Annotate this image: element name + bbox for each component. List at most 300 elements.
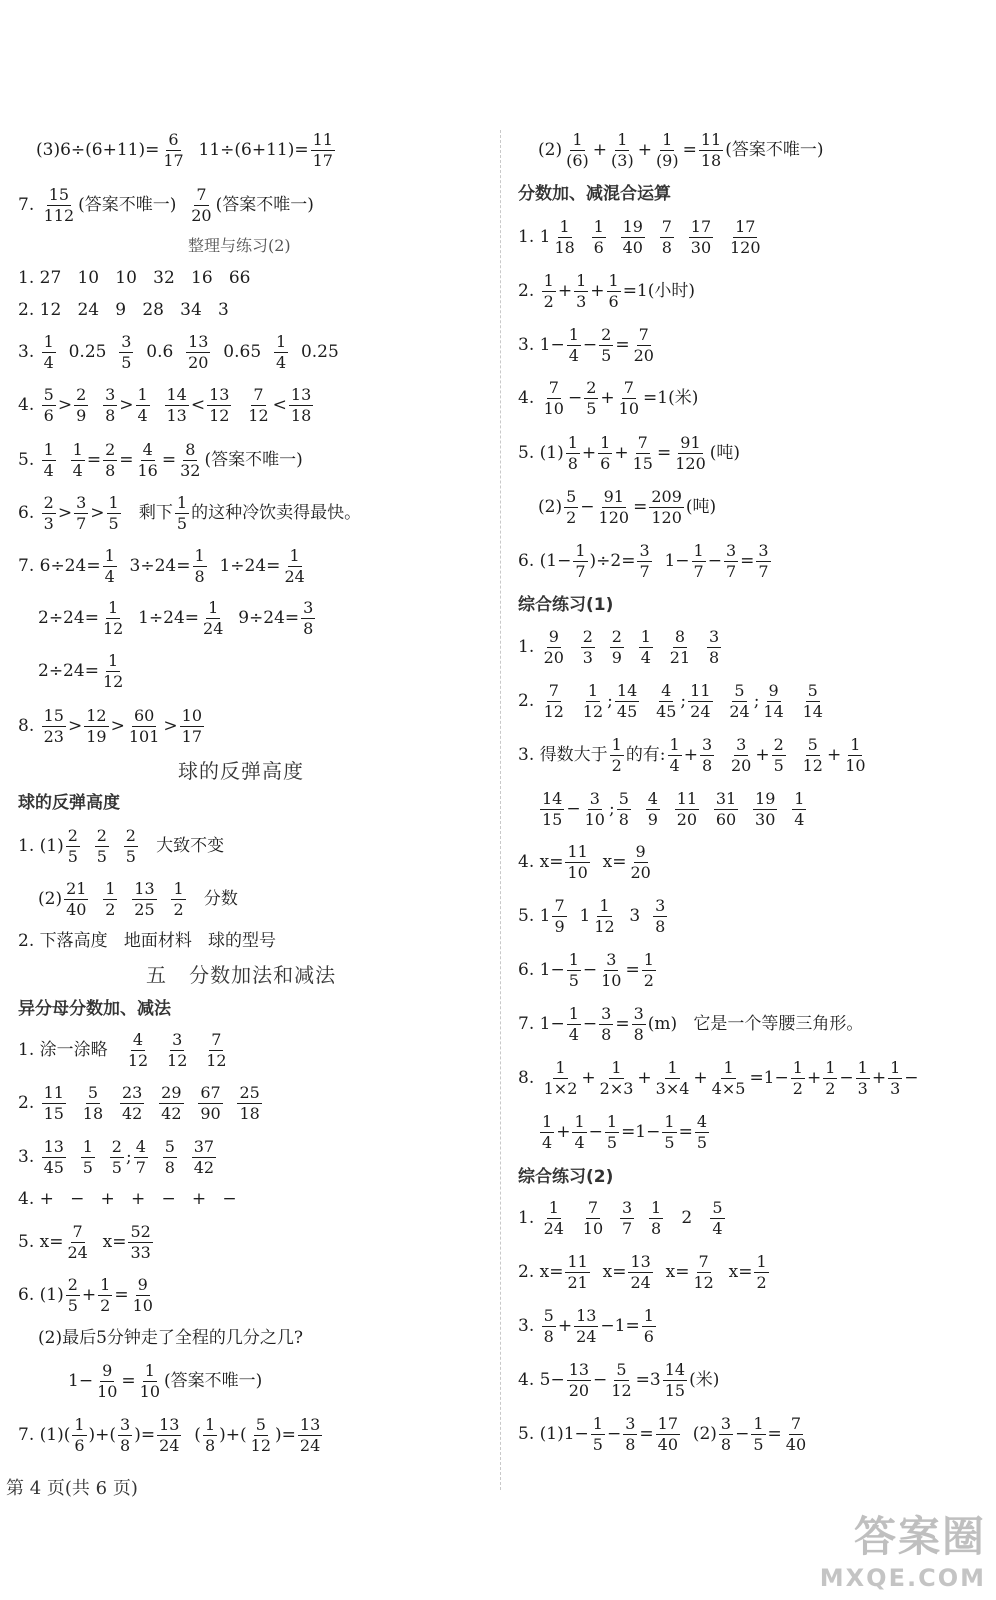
fraction — [540, 1111, 554, 1152]
fraction-denominator: 12 — [611, 1380, 632, 1400]
fraction-numerator: 1 — [568, 949, 579, 969]
fraction-numerator: 11 — [700, 129, 722, 149]
answer-text — [150, 1149, 161, 1166]
fraction — [888, 1057, 902, 1098]
fraction — [642, 1305, 656, 1346]
answer-line — [18, 825, 225, 866]
fraction — [65, 1221, 89, 1262]
fraction-numerator: 1 — [643, 1305, 654, 1325]
answer-text: = — [615, 334, 630, 355]
answer-text: − — [707, 550, 722, 571]
fraction-denominator: 13 — [166, 405, 187, 425]
fraction-denominator: 6 — [593, 237, 604, 257]
fraction-numerator: 4 — [142, 439, 153, 459]
fraction-numerator: 7 — [637, 432, 648, 452]
fraction-numerator: 1 — [194, 545, 205, 565]
fraction — [668, 626, 692, 667]
fraction-numerator: 5 — [87, 1082, 99, 1102]
fraction-numerator: 14 — [616, 680, 638, 700]
answer-line — [18, 299, 229, 320]
answer-line — [18, 331, 339, 372]
fraction-denominator: 5 — [125, 846, 136, 866]
fraction-denominator: 8 — [625, 1434, 636, 1454]
fraction-denominator: 40 — [785, 1434, 807, 1454]
fraction-denominator: 24 — [576, 1326, 597, 1346]
answer-text — [225, 1095, 236, 1112]
fraction — [631, 432, 655, 473]
fraction-denominator: 10 — [97, 1381, 118, 1401]
fraction — [843, 734, 867, 775]
fraction — [136, 439, 160, 480]
fraction-denominator: 90 — [200, 1103, 221, 1123]
answer-text: = — [740, 550, 755, 571]
fraction — [729, 734, 753, 775]
fraction-denominator: 5 — [592, 1434, 603, 1454]
fraction-numerator: 25 — [239, 1082, 260, 1102]
answer-text: = — [121, 1370, 136, 1391]
fraction — [572, 1111, 586, 1152]
fraction — [695, 1111, 709, 1152]
answer-line — [518, 626, 723, 667]
fraction — [201, 597, 225, 638]
fraction-denominator: 8 — [567, 453, 578, 473]
fraction-numerator: 12 — [86, 705, 107, 725]
fraction — [42, 184, 77, 225]
fraction — [119, 331, 133, 372]
fraction-numerator: 13 — [134, 878, 155, 898]
answer-text: + — [806, 1067, 822, 1088]
fraction — [542, 1305, 556, 1346]
answer-text — [68, 1095, 79, 1112]
fraction — [792, 788, 806, 829]
fraction — [756, 540, 770, 581]
fraction-numerator: 11 — [43, 1082, 64, 1102]
fraction — [688, 680, 712, 721]
answer-text — [90, 397, 101, 414]
fraction-numerator: 1 — [723, 1057, 734, 1077]
answer-text: )+( — [88, 1424, 117, 1445]
fraction — [42, 384, 56, 425]
fraction-denominator: 5 — [696, 1132, 707, 1152]
fraction-numerator: 9 — [768, 680, 779, 700]
fraction — [620, 1197, 634, 1238]
fraction — [663, 1359, 687, 1400]
answer-line — [18, 1136, 218, 1177]
fraction — [567, 324, 581, 365]
answer-text: 6. (1) — [18, 1284, 64, 1305]
answer-line — [18, 384, 315, 425]
fraction-numerator: 7 — [548, 680, 559, 700]
fraction-numerator: 3 — [303, 597, 314, 617]
answer-text: 3. — [18, 341, 40, 362]
fraction-denominator: 2 — [105, 899, 116, 919]
fraction — [110, 1136, 124, 1177]
fraction — [127, 705, 162, 746]
fraction-numerator: 4 — [132, 1029, 144, 1049]
fraction-denominator: 20 — [630, 862, 651, 882]
fraction — [598, 1057, 636, 1098]
fraction-numerator: 1 — [176, 492, 188, 512]
fraction — [751, 1413, 765, 1454]
fraction-denominator: 4 — [574, 1132, 585, 1152]
fraction-numerator: 3 — [601, 1003, 612, 1023]
fraction-denominator: 5 — [121, 352, 132, 372]
fraction-numerator: 13 — [568, 1359, 590, 1379]
fraction — [101, 650, 125, 691]
fraction — [311, 129, 335, 170]
answer-text — [788, 747, 799, 764]
fraction-denominator: 8 — [618, 809, 629, 829]
fraction-denominator: 5 — [586, 398, 597, 418]
answer-line — [518, 540, 773, 581]
fraction-numerator: 2 — [773, 734, 784, 754]
fraction-numerator: 1 — [669, 734, 680, 754]
fraction-denominator: 5 — [568, 970, 579, 990]
fraction-denominator: 5 — [753, 1434, 764, 1454]
fraction — [95, 1360, 119, 1401]
answer-text — [152, 1042, 163, 1059]
fraction-denominator: 5 — [664, 1132, 675, 1152]
answer-text: 3. — [18, 1146, 40, 1167]
fraction-denominator: 9 — [554, 916, 565, 936]
fraction-numerator: 13 — [43, 1136, 64, 1156]
answer-text — [740, 801, 751, 818]
fraction-denominator: 24 — [284, 566, 305, 586]
fraction — [609, 129, 636, 170]
answer-text — [68, 1149, 79, 1166]
fraction — [42, 705, 66, 746]
fraction-numerator: 1 — [693, 540, 704, 560]
fraction-denominator: 7 — [76, 513, 87, 533]
fraction — [298, 1414, 322, 1455]
fraction — [565, 841, 589, 882]
answer-text — [568, 1210, 579, 1227]
fraction-numerator: 2 — [67, 1274, 78, 1294]
fraction — [42, 1082, 66, 1123]
answer-text: − — [839, 1067, 854, 1088]
fraction-numerator: 5 — [616, 1359, 627, 1379]
fraction-denominator: 20 — [633, 345, 654, 365]
answer-text: = — [682, 139, 697, 160]
answer-text: 5. — [18, 449, 40, 470]
fraction-denominator: 5 — [67, 846, 78, 866]
fraction-numerator: 2 — [111, 1136, 122, 1156]
fraction-denominator: 20 — [188, 352, 209, 372]
fraction-denominator: 45 — [616, 701, 638, 721]
answer-text: 的这种冷饮卖得最快。 — [191, 502, 362, 523]
answer-line — [518, 1305, 658, 1346]
answer-line — [18, 1188, 237, 1209]
fraction — [101, 597, 125, 638]
fraction-numerator: 1 — [576, 270, 587, 290]
fraction-denominator: 15 — [664, 1380, 686, 1400]
fraction — [632, 1003, 646, 1044]
answer-text: − — [582, 334, 598, 355]
fraction-denominator: 12 — [167, 1050, 188, 1070]
answer-text: 3. 1− — [518, 334, 565, 355]
fraction — [98, 1274, 112, 1315]
fraction-numerator: 2 — [67, 825, 78, 845]
answer-line — [518, 1413, 810, 1454]
answer-text — [179, 1149, 190, 1166]
answer-text: 分数 — [187, 888, 238, 909]
fraction-numerator: 4 — [696, 1111, 707, 1131]
answer-text — [97, 1149, 108, 1166]
fraction-numerator: 1 — [108, 492, 119, 512]
answer-text — [716, 747, 727, 764]
answer-text — [597, 639, 608, 656]
answer-text: > — [67, 715, 83, 736]
fraction — [761, 680, 785, 721]
fraction — [610, 734, 624, 775]
fraction-numerator: 7 — [548, 377, 559, 397]
fraction — [584, 377, 598, 418]
fraction-numerator: 2 — [96, 825, 107, 845]
answer-line — [518, 432, 741, 473]
answer-text: 大致不变 — [139, 835, 225, 856]
answer-text: + — [81, 1284, 97, 1305]
fraction-denominator: 5 — [96, 846, 107, 866]
answer-text: 7. — [18, 194, 40, 215]
answer-text: 4. — [18, 394, 40, 415]
fraction — [599, 949, 623, 990]
watermark-logo: 答案圈 — [853, 1512, 986, 1561]
fraction-numerator: 2 — [601, 324, 612, 344]
answer-text: + — [592, 139, 608, 160]
fraction-denominator: 6 — [600, 453, 611, 473]
fraction-denominator: 9 — [611, 647, 622, 667]
fraction-denominator: 10 — [139, 1381, 161, 1401]
fraction — [646, 788, 660, 829]
answer-text: 7. 1− — [518, 1013, 565, 1034]
fraction — [597, 486, 632, 527]
fraction-denominator: 8 — [194, 566, 205, 586]
answer-text: (答案不唯一) — [164, 1370, 263, 1391]
fraction-numerator: 1 — [555, 1057, 566, 1077]
fraction — [203, 1414, 217, 1455]
fraction — [728, 216, 763, 257]
fraction-denominator: 4 — [568, 345, 579, 365]
fraction — [552, 216, 576, 257]
fraction-numerator: 13 — [159, 1414, 180, 1434]
fraction-denominator: 6 — [74, 1435, 85, 1455]
answer-text: 4. — [518, 387, 540, 408]
answer-text: 0.6 — [135, 341, 185, 362]
fraction — [171, 878, 185, 919]
fraction — [84, 705, 108, 746]
answer-text: − — [593, 1369, 608, 1390]
fraction-numerator: 3 — [758, 540, 769, 560]
answer-text: + — [600, 387, 615, 408]
answer-text: 1. — [518, 1207, 540, 1228]
answer-line — [38, 597, 317, 638]
fraction — [301, 597, 315, 638]
fraction — [157, 1414, 181, 1455]
fraction — [103, 878, 117, 919]
fraction — [628, 841, 652, 882]
fraction-numerator: 1 — [568, 1003, 579, 1023]
fraction-denominator: 7 — [621, 1218, 633, 1238]
fraction — [249, 1414, 273, 1455]
fraction-denominator: 3 — [857, 1078, 868, 1098]
fraction-numerator: 1 — [617, 129, 628, 149]
answer-text: + — [637, 1067, 652, 1088]
fraction-numerator: 1 — [548, 1197, 559, 1217]
fraction-numerator: 1 — [82, 1136, 93, 1156]
fraction-denominator: 5 — [108, 513, 119, 533]
fraction — [103, 545, 117, 586]
answer-text — [146, 1095, 157, 1112]
fraction — [567, 1003, 581, 1044]
answer-text: 2. 12 24 9 28 34 3 — [18, 299, 229, 320]
fraction — [632, 324, 656, 365]
fraction — [103, 384, 117, 425]
fraction-numerator: 15 — [48, 184, 70, 204]
fraction-denominator: 12 — [250, 1435, 271, 1455]
fraction-denominator: 8 — [655, 916, 666, 936]
answer-text — [191, 1042, 202, 1059]
fraction-numerator: 3 — [120, 1414, 131, 1434]
answer-line — [518, 1057, 919, 1098]
answer-text: + — [557, 280, 573, 301]
fraction-numerator: 2 — [125, 825, 136, 845]
fraction-numerator: 1 — [173, 878, 184, 898]
answer-line — [518, 1359, 720, 1400]
answer-text: (米) — [689, 1369, 720, 1390]
answer-line — [18, 1414, 324, 1455]
answer-text: 1. 27 10 10 32 16 66 — [18, 267, 251, 288]
fraction-denominator: 15 — [632, 453, 653, 473]
answer-text: 2 — [665, 1207, 709, 1228]
fraction-numerator: 1 — [664, 1111, 675, 1131]
fraction-numerator: 11 — [567, 1251, 588, 1271]
fraction-denominator: 30 — [690, 237, 712, 257]
answer-text: 2. — [518, 690, 540, 711]
fraction — [772, 734, 786, 775]
answer-text: − — [588, 1121, 603, 1142]
answer-text: 2. 下落高度 地面材料 球的型号 — [18, 930, 277, 951]
answer-text — [607, 1210, 618, 1227]
fraction — [42, 331, 56, 372]
fraction — [710, 1057, 748, 1098]
fraction — [540, 788, 564, 829]
answer-text — [568, 639, 579, 656]
fraction-numerator: 4 — [135, 1136, 146, 1156]
fraction-denominator: 3 — [890, 1078, 901, 1098]
fraction — [591, 1413, 605, 1454]
fraction-denominator: 12 — [102, 671, 124, 691]
answer-text: − — [567, 387, 583, 408]
fraction-denominator: 112 — [43, 205, 75, 225]
fraction — [542, 626, 566, 667]
fraction — [567, 949, 581, 990]
fraction-denominator: 60 — [715, 809, 737, 829]
answer-text — [788, 693, 799, 710]
fraction-numerator: 5 — [43, 384, 54, 404]
fraction-numerator: 1 — [559, 216, 570, 236]
answer-text — [655, 639, 666, 656]
answer-text: > — [163, 715, 178, 736]
answer-text: + — [581, 442, 597, 463]
answer-text: < — [272, 394, 287, 415]
answer-line — [18, 184, 314, 225]
answer-text: − — [606, 1423, 622, 1444]
fraction-denominator: (9) — [655, 150, 679, 170]
fraction-denominator: 12 — [127, 1050, 149, 1070]
fraction-numerator: 1 — [857, 1057, 868, 1077]
fraction — [42, 1136, 66, 1177]
fraction-numerator: 7 — [211, 1029, 222, 1049]
fraction-numerator: 3 — [655, 895, 666, 915]
fraction — [542, 680, 566, 721]
fraction-denominator: 6 — [608, 291, 619, 311]
fraction — [581, 680, 605, 721]
fraction — [592, 216, 606, 257]
fraction — [81, 1136, 95, 1177]
answer-text — [641, 693, 652, 710]
fraction — [566, 432, 580, 473]
answer-text: 1÷24= — [127, 607, 200, 628]
answer-text: − — [735, 1423, 750, 1444]
fraction-denominator: 4 — [568, 1024, 579, 1044]
answer-text: 2÷24= — [38, 660, 99, 681]
fraction-denominator: 8 — [105, 460, 116, 480]
fraction-denominator: 18 — [554, 237, 575, 257]
fraction-numerator: 11 — [676, 788, 698, 808]
fraction — [656, 1413, 680, 1454]
fraction — [136, 384, 150, 425]
answer-line — [518, 1197, 727, 1238]
fraction-denominator: 33 — [130, 1242, 151, 1262]
fraction-numerator: 3 — [708, 626, 720, 646]
answer-text: − — [566, 798, 581, 819]
fraction — [204, 1029, 228, 1070]
fraction — [699, 129, 723, 170]
answer-text: 5. x= — [18, 1231, 64, 1252]
fraction — [71, 439, 85, 480]
fraction-numerator: 8 — [674, 626, 686, 646]
answer-text: (2)最后5分钟走了全程的几分之几? — [38, 1327, 304, 1348]
fraction-denominator: 42 — [193, 1157, 215, 1177]
fraction-numerator: 1 — [204, 1414, 216, 1434]
answer-text: 的有: — [625, 744, 666, 765]
fraction-numerator: 5 — [734, 680, 745, 700]
answer-text: 7. 6÷24= — [18, 555, 101, 576]
answer-text — [111, 838, 122, 855]
answer-text: =1(米) — [643, 387, 699, 408]
fraction-denominator: 120 — [729, 237, 761, 257]
fraction-denominator: 17 — [181, 726, 202, 746]
fraction-numerator: 1 — [574, 1111, 585, 1131]
answer-text — [82, 838, 93, 855]
fraction — [246, 384, 270, 425]
fraction — [161, 129, 185, 170]
fraction-numerator: 17 — [690, 216, 712, 236]
fraction-denominator: 12 — [209, 405, 230, 425]
fraction-numerator: 5 — [566, 486, 577, 506]
subsection-title — [518, 183, 671, 204]
answer-text: 1. (1) — [18, 835, 64, 856]
answer-text: (3)6÷(6+11)= — [36, 139, 160, 160]
fraction-numerator: 4 — [661, 680, 672, 700]
fraction-numerator: 21 — [66, 878, 87, 898]
fraction — [163, 1136, 177, 1177]
answer-text: 7. (1)( — [18, 1424, 71, 1445]
fraction-denominator: 24 — [729, 701, 750, 721]
fraction-numerator: 17 — [735, 216, 756, 236]
fraction-numerator: 1 — [756, 1251, 767, 1271]
fraction-numerator: 1 — [104, 545, 115, 565]
